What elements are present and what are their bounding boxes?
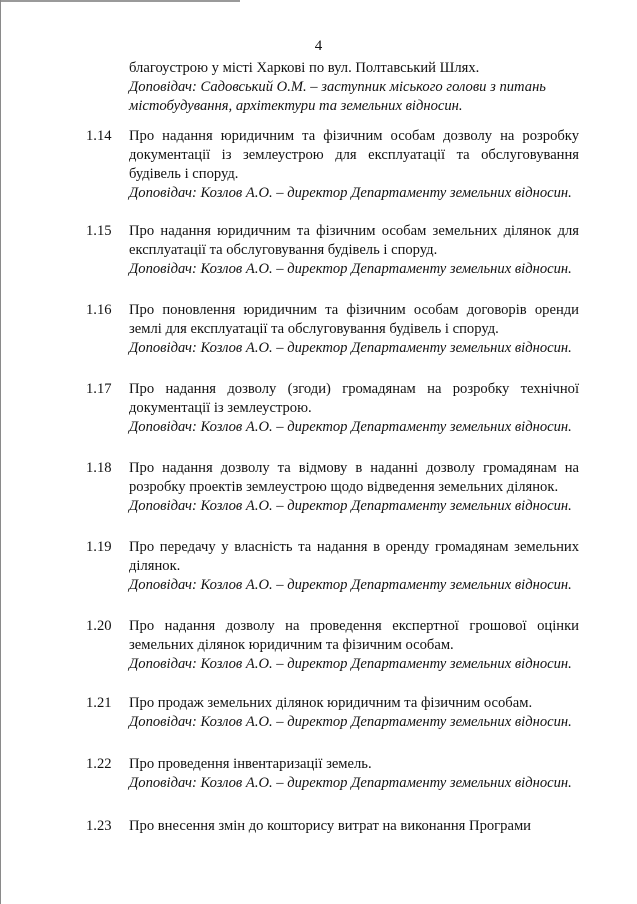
item-title: Про продаж земельних ділянок юридичним та фізичним особам. (129, 695, 533, 711)
item-number: 1.21 (86, 695, 112, 711)
item-speaker: Доповідач: Козлов А.О. – директор Департаменту земельних відносин. (129, 261, 572, 277)
continuation-text: благоустрою у місті Харкові по вул. Полтавський Шлях. (129, 60, 480, 76)
item-number: 1.22 (86, 756, 112, 772)
item-title: Про проведення інвентаризації земель. (129, 756, 372, 772)
item-speaker: Доповідач: Козлов А.О. – директор Департаменту земельних відносин. (129, 340, 572, 356)
scan-edge-top (0, 0, 240, 2)
item-speaker: Доповідач: Козлов А.О. – директор Департаменту земельних відносин. (129, 775, 572, 791)
item-number: 1.14 (86, 128, 112, 144)
item-speaker: Доповідач: Козлов А.О. – директор Департаменту земельних відносин. (129, 185, 572, 201)
item-title: Про надання юридичним та фізичним особам дозволу на розробку документації із землеустрою для експлуатації та обслуговування будівель і споруд. (129, 128, 579, 182)
item-speaker: Доповідач: Козлов А.О. – директор Департаменту земельних відносин. (129, 419, 572, 435)
item-title: Про надання дозволу (згоди) громадянам на розробку технічної документації із землеустрою. (129, 381, 579, 416)
item-speaker: Доповідач: Козлов А.О. – директор Департаменту земельних відносин. (129, 714, 572, 730)
item-title: Про передачу у власність та надання в оренду громадянам земельних ділянок. (129, 539, 579, 574)
item-number: 1.15 (86, 223, 112, 239)
continuation-speaker: Доповідач: Садовський О.М. – заступник міського голови з питань містобудування, архітектури та земельних відносин. (129, 79, 546, 114)
item-number: 1.18 (86, 460, 112, 476)
continuation-block (129, 59, 579, 116)
item-title: Про надання дозволу та відмову в наданні дозволу громадянам на розробку проектів землеустрою щодо відведення земельних ділянок. (129, 460, 579, 495)
item-number: 1.23 (86, 818, 112, 834)
item-number: 1.19 (86, 539, 112, 555)
item-title: Про надання юридичним та фізичним особам земельних ділянок для експлуатації та обслуговування будівель і споруд. (129, 223, 579, 258)
item-number: 1.17 (86, 381, 112, 397)
item-title: Про внесення змін до кошторису витрат на виконання Програми (129, 818, 531, 834)
item-title: Про надання дозволу на проведення експертної грошової оцінки земельних ділянок юридичним та фізичним особам. (129, 618, 579, 653)
page-number: 4 (314, 38, 323, 54)
item-title: Про поновлення юридичним та фізичним особам договорів оренди землі для експлуатації та обслуговування будівель і споруд. (129, 302, 579, 337)
item-speaker: Доповідач: Козлов А.О. – директор Департаменту земельних відносин. (129, 498, 572, 514)
item-speaker: Доповідач: Козлов А.О. – директор Департаменту земельних відносин. (129, 656, 572, 672)
item-number: 1.16 (86, 302, 112, 318)
item-number: 1.20 (86, 618, 112, 634)
scan-edge-left (0, 0, 1, 904)
item-speaker: Доповідач: Козлов А.О. – директор Департаменту земельних відносин. (129, 577, 572, 593)
